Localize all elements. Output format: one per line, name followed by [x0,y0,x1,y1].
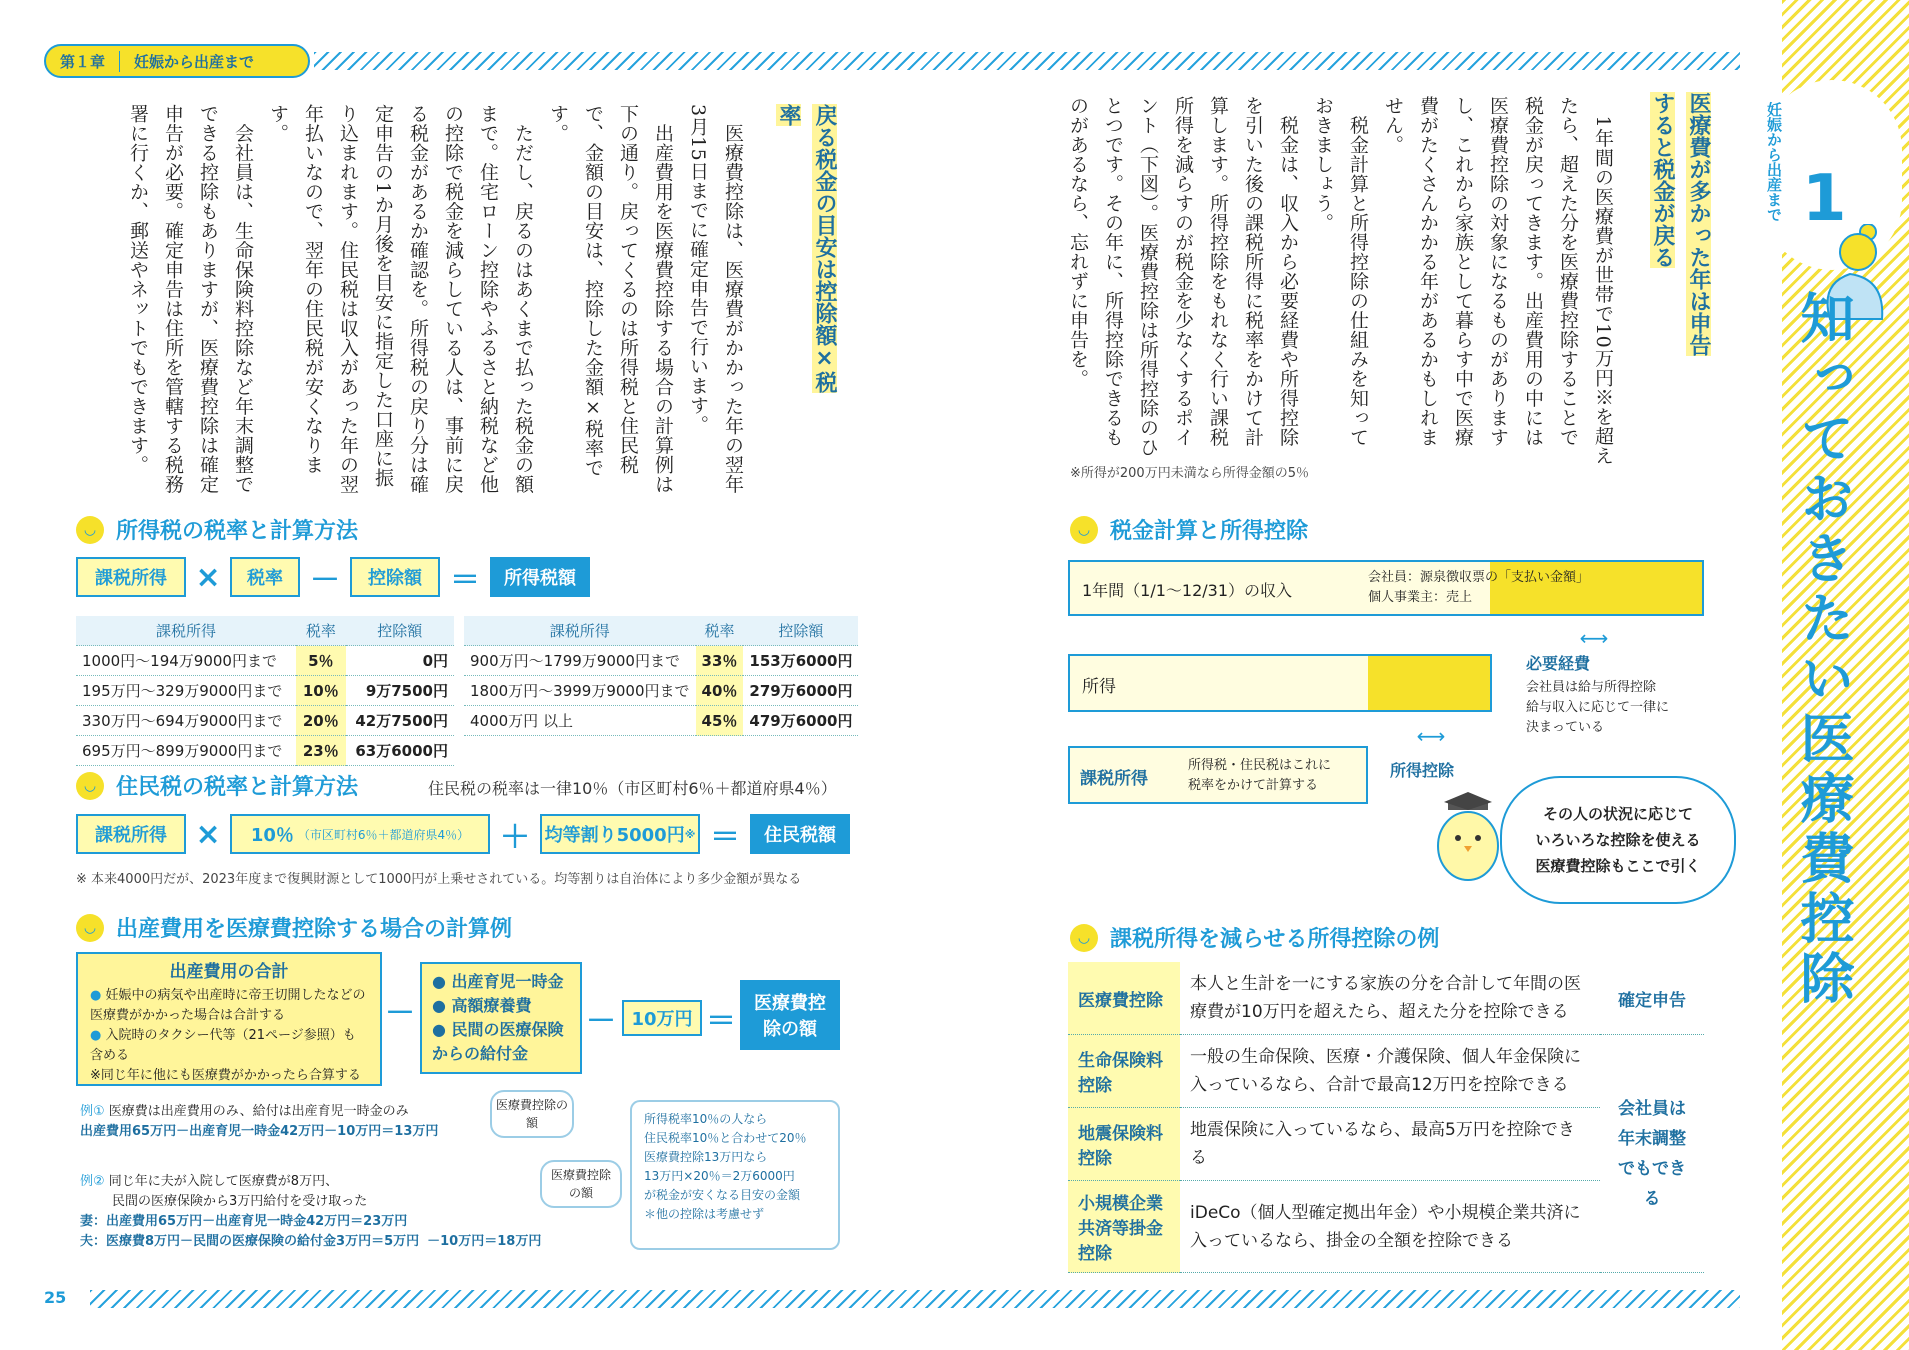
chapter-tag [44,44,310,78]
th-rate: 税率 [296,616,346,646]
list-item: ● 入院時のタクシー代等（21ページ参照）も含める [90,1028,356,1063]
right-heading-text: 医療費が多かった年は申告すると税金が戻る [1650,92,1711,356]
expense-title: 必要経費 [1526,654,1591,673]
kazei-bar [1068,746,1368,804]
egg-icon: ◡ [76,914,104,942]
list-item-text: 妊娠中の病気や出産時に帝王切開したなどの医療費がかかった場合は合計する [90,988,366,1023]
deduction-name: 医療費控除 [1068,962,1180,1035]
cell: 279万6000円 [743,676,858,706]
list-item-text: 民間の医療保険からの給付金 [432,1020,564,1063]
header-hatch [314,52,1740,70]
income-tax-formula [76,557,590,597]
bubble-deduction-2: 医療費控除の額 [540,1160,622,1208]
op-equals: ＝ [706,1004,736,1039]
deduction-desc: 本人と生計を一にする家族の分を合計して年間の医療費が10万円を超えたら、超えた分を控除できる [1180,962,1600,1035]
list-item: ● 高額療養費 [432,996,532,1015]
left-heading-text: 戻る税金の目安は控除額×税率 [776,104,837,393]
rate-value: 10％ [250,825,294,846]
expense-notes [1526,654,1669,738]
deductions-title [1070,922,1439,953]
filing-type-tax-return: 確定申告 [1600,962,1704,1035]
deduction-name: 地震保険料控除 [1068,1108,1180,1181]
cell: 900万円～1799万9000円まで [464,646,696,676]
table-row [76,736,454,766]
tax-saving-note [630,1100,840,1250]
income-notes [1368,568,1589,608]
right-note: ※所得が200万円未満なら所得金額の5％ [1070,466,1309,481]
th-deduction: 控除額 [346,616,454,646]
diagram-title [1070,514,1308,545]
resident-tax-subtitle: 住民税の税率は一律10％（市区町村6％＋都道府県4％） [428,779,837,798]
cell: 10％ [296,676,346,706]
cell: 23％ [296,736,346,766]
section-number: 1 [1802,162,1847,236]
expense-arrow: ⟷ [1579,626,1609,650]
per-capita-mark: ※ [684,827,696,841]
resident-tax-title-text: 住民税の税率と計算方法 [116,775,359,800]
example-label: 例② [80,1174,105,1189]
income-note: 個人事業主：売上 [1368,590,1473,605]
cell: 330万円～694万9000円まで [76,706,296,736]
example-text: 同じ年に夫が入院して医療費が8万円、 [108,1174,339,1189]
cell: 195万円～329万9000円まで [76,676,296,706]
kazei-label: 課税所得 [1080,769,1148,789]
ten-man-box: 10万円 [622,1000,702,1036]
deductions-title-text: 課税所得を減らせる所得控除の例 [1110,927,1440,952]
example-2-desc [80,1172,620,1192]
deduction-desc: 地震保険に入っているなら、最高5万円を控除できる [1180,1108,1600,1181]
income-tax-title-text: 所得税の税率と計算方法 [116,519,359,544]
koujo-label: 所得控除 [1390,761,1455,780]
list-item-text: 入院時のタクシー代等（21ページ参照）も含める [90,1028,356,1063]
section-label: 妊娠から出産まで [1765,102,1783,222]
medical-deduction-result: 医療費控除の額 [740,980,840,1050]
cell: 479万6000円 [743,706,858,736]
table-row [76,706,454,736]
birth-cost-title: 出産費用の合計 [169,962,289,982]
cell: 20％ [296,706,346,736]
deduction-name: 小規模企業共済等掛金控除 [1068,1181,1180,1273]
cell: 42万7500円 [346,706,454,736]
op-plus: ＋ [500,820,530,855]
egg-icon: ◡ [1070,516,1098,544]
income-tax-title [76,514,358,545]
table-row [464,676,858,706]
shotoku-deduction-part [1368,656,1490,710]
filing-type-year-end: 会社員は年末調整でもできる [1600,1035,1704,1273]
table-row [76,676,454,706]
table-row [1068,962,1704,1035]
example-label: 例① [80,1104,105,1119]
example-2 [80,1172,620,1252]
example-2-tail: －10万円＝18万円 [427,1234,542,1249]
deduction-desc: 一般の生命保険、医療・介護保険、個人年金保険に入っているなら、合計で最高12万円を控除できる [1180,1035,1600,1108]
diagram-title-text: 税金計算と所得控除 [1110,519,1309,544]
op-equals: ＝ [710,820,740,855]
cell: 0円 [346,646,454,676]
kazei-note: 税率をかけて計算する [1188,778,1319,793]
egg-icon: ◡ [76,772,104,800]
list-item: ● 妊娠中の病気や出産時に帝王切開したなどの医療費がかかった場合は合計する [90,988,366,1023]
op-multiply: × [195,559,221,595]
cell: 4000万円 以上 [464,706,696,736]
resident-tax-note: ※ 本来4000円だが、2023年度まで復興財源として1000円が上乗せされている。均等割りは自治体により多少金額が異なる [76,872,802,887]
chapter-number: 第１章 [46,51,120,72]
example-2-husband-row [80,1232,620,1252]
income-label: 1年間（1/1～12/31）の収入 [1082,581,1293,600]
cell: 153万6000円 [743,646,858,676]
deductions-table [1068,962,1704,1273]
formula-tax-rate: 税率 [230,557,300,597]
th-rate: 税率 [696,616,744,646]
note-line: 住民税率10％と合わせて20％ [644,1131,807,1145]
op-minus: － [310,563,340,598]
left-body: 医療費控除は、医療費がかかった年の翌年3月15日までに確定申告で行います。 出産費用を医療費控除する場合の計算例は下の通り。戻ってくるのは所得税と住民税で、金額の目安は、控除した金額×税率です。 ただし、戻るのはあくまで払った税金の額まで。住宅ローン控除やふるさと納税など他の控除で税金を減らしている人は、事前に戻る税金があるか確認を。所得税の戻り分は確定申告の1か月後を目安に指定した口座に振り込まれます。住民税は収入があった年の翌年払いなので、翌年の住民税が安くなります。 会社員は、生命保険料控除など年末調整でできる控除もありますが、医療費控除は確定申告が必要。確定申告は住所を管轄する税務署に行くか、郵送やネットでもできます。 [127,104,744,494]
expense-note: 会社員は給与所得控除 [1526,680,1657,695]
cell: 63万6000円 [346,736,454,766]
cloud-line: 医療費控除もここで引く [1535,857,1701,875]
calc-title-text: 出産費用を医療費控除する場合の計算例 [116,917,513,942]
income-bar [1068,560,1704,616]
cloud-bubble [1500,776,1736,904]
cloud-line: その人の状況に応じて [1542,805,1693,823]
kazei-note: 所得税・住民税はこれに [1188,758,1332,773]
deduction-name: 生命保険料控除 [1068,1035,1180,1108]
expense-note: 給与収入に応じて一律に [1526,700,1670,715]
per-capita-label: 均等割り5000円 [544,825,685,846]
cell: 5％ [296,646,346,676]
formula-taxable-income: 課税所得 [76,814,186,854]
th-deduction: 控除額 [743,616,858,646]
shotoku-label: 所得 [1082,677,1116,697]
table-row [464,646,858,676]
benefits-box [420,962,582,1074]
note-line: ＊他の控除は考慮せず [644,1207,765,1221]
left-heading [770,104,842,404]
op-multiply: × [195,816,221,852]
th-income: 課税所得 [464,616,696,646]
formula-taxable-income: 課税所得 [76,557,186,597]
birth-cost-box [76,952,382,1086]
shotoku-bar [1068,654,1492,712]
table-row [76,646,454,676]
cell: 45％ [696,706,744,736]
expense-note: 決まっている [1526,720,1605,735]
table-row [464,706,858,736]
income-note: 会社員：源泉徴収票の「支払い金額」 [1368,570,1590,585]
list-item-text: 高額療養費 [451,996,532,1015]
example-text: 民間の医療保険から3万円給付を受け取った [112,1194,368,1209]
note-line: 医療費控除13万円なら [644,1150,768,1164]
formula-rate-10 [230,814,490,854]
cell: 695万円～899万9000円まで [76,736,296,766]
page-number-left: 25 [44,1288,67,1307]
page-title: 知っておきたい医療費控除 [1792,290,1855,1010]
cell: 1800万円～3999万9000円まで [464,676,696,706]
example-text: 医療費は出産費用のみ、給付は出産育児一時金のみ [108,1104,409,1119]
example-1-formula: 出産費用65万円－出産育児一時金42万円－10万円＝13万円 [80,1124,439,1139]
list-item: ● 民間の医療保険からの給付金 [432,1020,564,1063]
note-line: 所得税率10％の人なら [644,1112,768,1126]
koujo-arrow: ⟷ [1416,724,1446,748]
cell: 1000円～194万9000円まで [76,646,296,676]
egg-icon: ◡ [76,516,104,544]
bubble-deduction-1: 医療費控除の額 [490,1090,574,1138]
formula-income-tax: 所得税額 [490,557,590,597]
kazei-notes [1188,756,1331,796]
rate-note: （市区町村6％＋都道府県4％） [297,827,470,842]
calc-title [76,912,512,943]
op-minus: － [385,996,415,1031]
th-income: 課税所得 [76,616,296,646]
resident-tax-title [76,770,358,801]
op-equals: ＝ [450,563,480,598]
chapter-title: 妊娠から出産まで [134,52,255,71]
right-heading [1644,92,1716,362]
list-item-text: 出産育児一時金 [451,972,564,991]
cell: 40％ [696,676,744,706]
note-line: が税金が安くなる目安の金額 [644,1188,801,1202]
table-row [1068,1035,1704,1108]
footer-hatch [90,1290,1740,1308]
cloud-line: いろいろな控除を使える [1535,831,1701,849]
example-2-wife: 妻：出産費用65万円－出産育児一時金42万円＝23万円 [80,1214,408,1229]
op-minus: － [586,1004,616,1039]
birth-cost-note: ※同じ年に他にも医療費がかかったら合算する [90,1068,361,1083]
formula-per-capita [540,814,700,854]
right-body: 1年間の医療費が世帯で10万円※を超えたら、超えた分を医療費控除することで税金が戻ってきます。出産費用の中には医療費控除の対象になるものがありますし、これから家族として暮らす中で医療費がたくさんかかる年があるかもしれません。 税金計算と所得控除の仕組みを知っておきましょう。 税金は、収入から必要経費や所得控除を引いた後の課税所得に税率をかけて計算します。所得控除をもれなく行い課税所得を減らすのが税金を少なくするポイント（下図）。医療費控除は所得控除のひとつです。その年に、所得控除できるものがあるなら、忘れずに申告を。 [1067,96,1614,466]
resident-tax-formula [76,814,850,854]
income-tax-table-b [464,616,858,736]
deduction-desc: iDeCo（個人型確定拠出年金）や小規模企業共済に入っているなら、掛金の全額を控除できる [1180,1181,1600,1273]
income-tax-table-a [76,616,454,766]
cell: 9万7500円 [346,676,454,706]
title-badge [1762,80,1902,270]
egg-icon: ◡ [1070,924,1098,952]
note-line: 13万円×20％＝2万6000円 [644,1169,795,1183]
formula-deduction: 控除額 [350,557,440,597]
cell: 33％ [696,646,744,676]
formula-resident-tax: 住民税額 [750,814,850,854]
list-item: ● 出産育児一時金 [432,972,564,991]
example-2-husband: 夫：医療費8万円－民間の医療保険の給付金3万円＝5万円 [80,1234,420,1249]
